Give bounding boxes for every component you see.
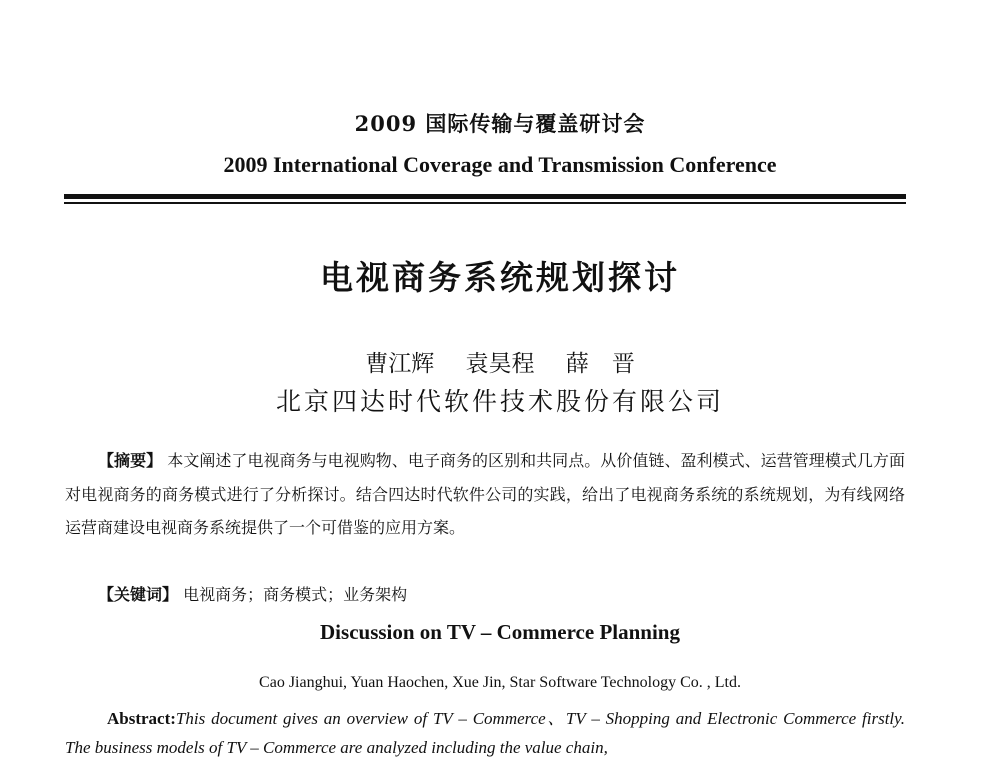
conference-title-cn: 2009 国际传输与覆盖研讨会 — [354, 111, 646, 136]
abstract-cn — [65, 444, 905, 545]
author-2: 袁昊程 — [465, 351, 535, 377]
paper-title-cn: 电视商务系统规划探讨 — [320, 258, 680, 297]
abstract-label-cn: 【摘要】 — [98, 451, 163, 470]
keywords-label-cn: 【关键词】 — [98, 585, 179, 604]
author-1: 曹江辉 — [365, 351, 435, 377]
authors-en: Cao Jianghui, Yuan Haochen, Xue Jin, Star Software Technology Co. , Ltd. — [259, 674, 741, 691]
conference-title-en: 2009 International Coverage and Transmission Conference — [223, 152, 777, 177]
author-3: 薛 晋 — [565, 351, 635, 377]
abstract-label-en: Abstract: — [107, 709, 176, 728]
keywords-text-cn: 电视商务；商务模式；业务架构 — [183, 585, 408, 604]
abstract-text-en: This document gives an overview of TV – Commerce、TV – Shopping and Electronic Commerce firstly. The business models of TV – Commerce are analyzed including the value chain, — [65, 709, 905, 757]
paper-title-en: Discussion on TV – Commerce Planning — [320, 620, 680, 644]
header-rule-thick — [64, 194, 906, 199]
header-rule-thin — [64, 202, 906, 204]
keywords-cn — [65, 578, 905, 612]
abstract-text-cn: 本文阐述了电视商务与电视购物、电子商务的区别和共同点。从价值链、盈利模式、运营管理模式几方面对电视商务的商务模式进行了分析探讨。结合四达时代软件公司的实践，给出了电视商务系统的系统规划，为有线网络运营商建设电视商务系统提供了一个可借鉴的应用方案。 — [65, 451, 905, 537]
affiliation-cn: 北京四达时代软件技术股份有限公司 — [275, 387, 724, 416]
authors-cn — [0, 345, 1000, 378]
abstract-en — [65, 704, 905, 762]
